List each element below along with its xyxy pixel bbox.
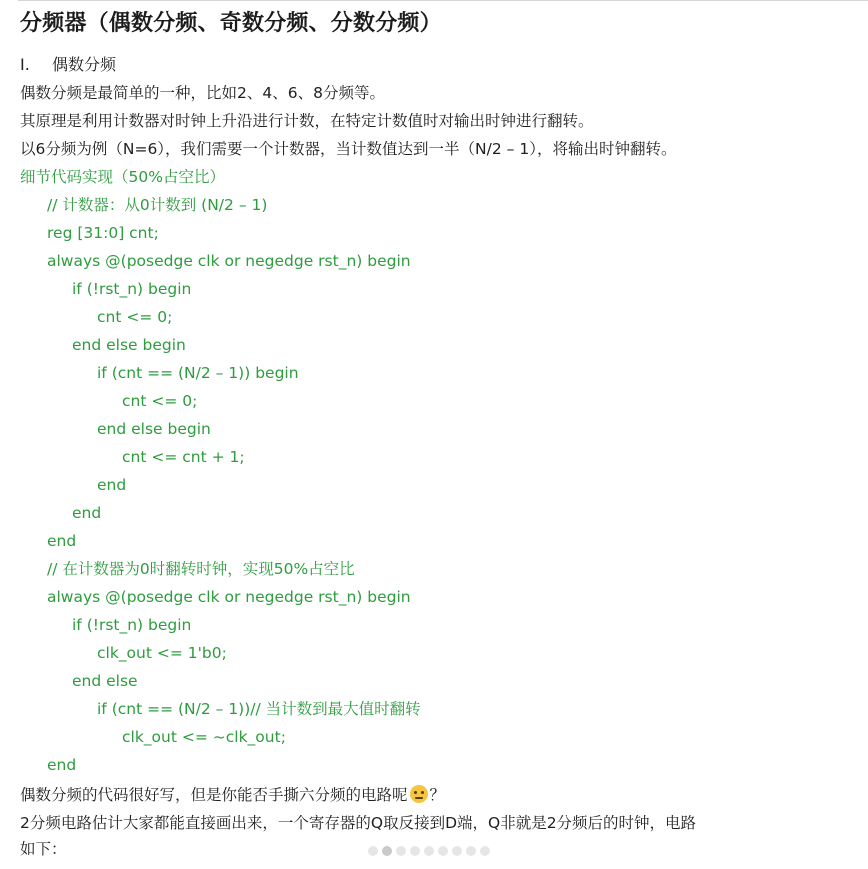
paragraph-2: 其原理是利用计数器对时钟上升沿进行计数，在特定计数值时对输出时钟进行翻转。	[20, 112, 594, 130]
code-line: if (cnt == (N/2 – 1)) begin	[97, 364, 299, 382]
after-code-text: 偶数分频的代码很好写，但是你能否手撕六分频的电路呢	[20, 786, 408, 804]
page-indicator[interactable]	[368, 846, 490, 856]
page-title: 分频器（偶数分频、奇数分频、分数分频）	[20, 11, 442, 36]
code-line: end	[72, 504, 102, 522]
section-title: 偶数分频	[52, 55, 117, 74]
impl-heading: 细节代码实现（50%占空比）	[20, 168, 225, 186]
code-line: clk_out <= 1'b0;	[97, 644, 227, 662]
code-line: reg [31:0] cnt;	[47, 224, 159, 242]
code-line: end	[47, 532, 77, 550]
page-dot[interactable]	[466, 846, 476, 856]
page-dot[interactable]	[382, 846, 392, 856]
code-line: always @(posedge clk or negedge rst_n) begin	[47, 252, 411, 270]
section-number: I.	[20, 55, 30, 74]
code-line: end else begin	[97, 420, 211, 438]
page-dot[interactable]	[452, 846, 462, 856]
code-line: cnt <= 0;	[97, 308, 173, 326]
thinking-face-icon	[410, 785, 428, 803]
code-line: always @(posedge clk or negedge rst_n) begin	[47, 588, 411, 606]
code-line: if (!rst_n) begin	[72, 616, 192, 634]
page-dot[interactable]	[410, 846, 420, 856]
code-line: end	[47, 756, 77, 774]
section-heading	[20, 54, 116, 76]
code-line: end else begin	[72, 336, 186, 354]
page-dot[interactable]	[424, 846, 434, 856]
code-line: // 在计数器为0时翻转时钟，实现50%占空比	[47, 560, 355, 578]
paragraph-1: 偶数分频是最简单的一种，比如2、4、6、8分频等。	[20, 84, 385, 102]
code-line: // 计数器：从0计数到 (N/2 – 1)	[47, 196, 268, 214]
code-line: clk_out <= ~clk_out;	[122, 728, 286, 746]
code-line: end else	[72, 672, 138, 690]
code-line: cnt <= 0;	[122, 392, 198, 410]
page-dot[interactable]	[396, 846, 406, 856]
code-line: if (!rst_n) begin	[72, 280, 192, 298]
page-dot[interactable]	[438, 846, 448, 856]
code-line: cnt <= cnt + 1;	[122, 448, 245, 466]
paragraph-after-code-3: 如下：	[20, 840, 67, 858]
code-line: end	[97, 476, 127, 494]
page-dot[interactable]	[480, 846, 490, 856]
paragraph-after-code-1	[20, 784, 445, 806]
top-divider	[18, 0, 868, 1]
after-code-question: ？	[429, 786, 446, 804]
code-line: if (cnt == (N/2 – 1))// 当计数到最大值时翻转	[97, 700, 421, 718]
paragraph-3: 以6分频为例（N=6），我们需要一个计数器，当计数值达到一半（N/2 – 1），将输出时钟翻转。	[20, 140, 677, 158]
paragraph-after-code-2: 2分频电路估计大家都能直接画出来，一个寄存器的Q取反接到D端，Q非就是2分频后的时钟，电路	[20, 814, 697, 832]
page-dot[interactable]	[368, 846, 378, 856]
